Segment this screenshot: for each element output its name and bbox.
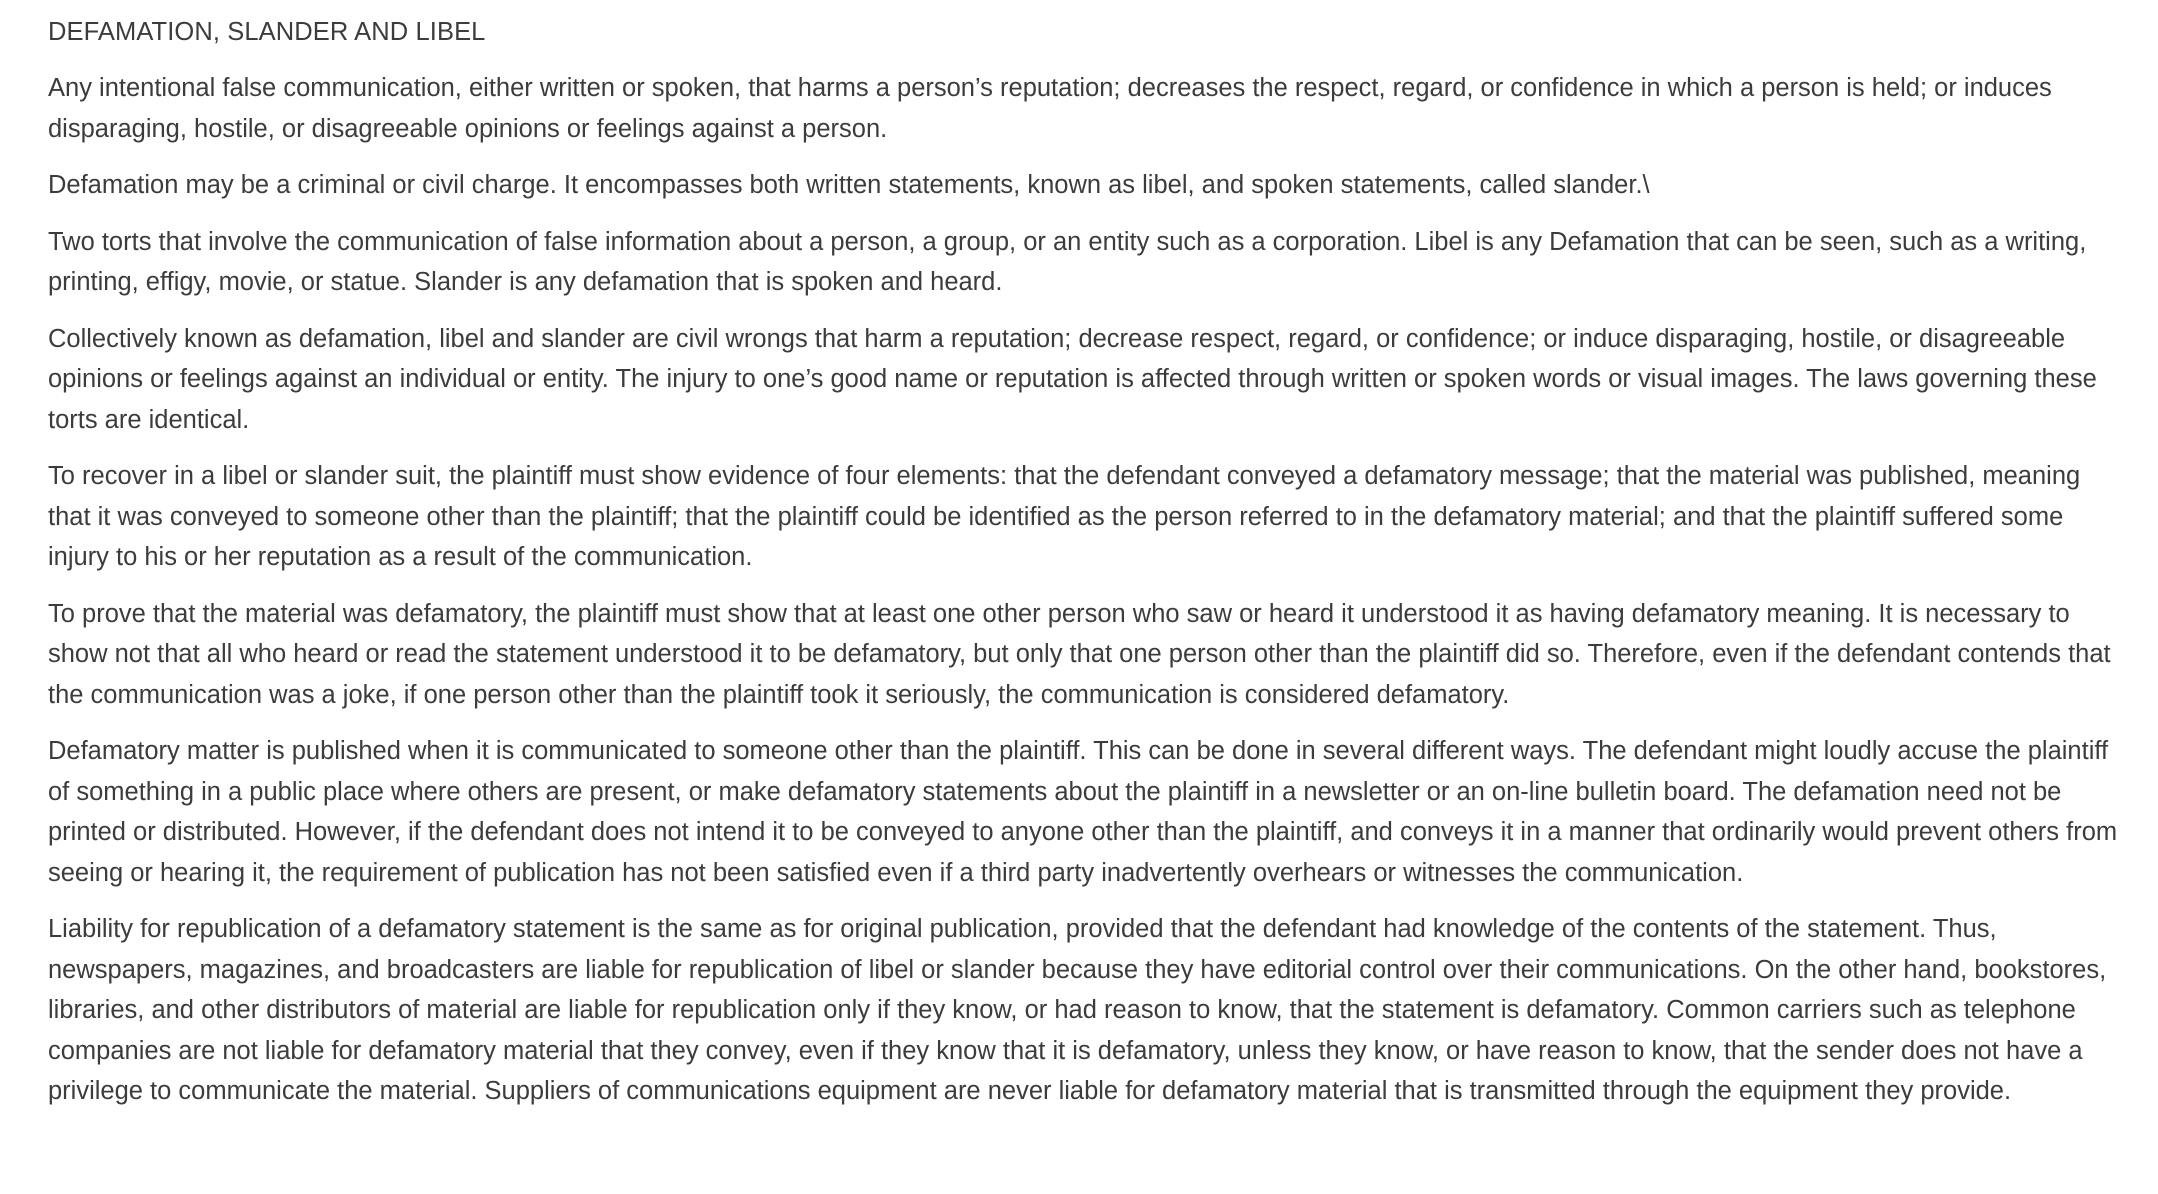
paragraph-prove-defamatory: To prove that the material was defamatory, the plaintiff must show that at least one other person who saw or heard it understood it as having defamatory meaning. It is necessary to show not that all who heard or read the statement understood it to be defamatory, but only that one person other than the plaintiff did so. Therefore, even if the defendant contends that the communication was a joke, if one person other than the plaintiff took it seriously, the communication is considered defamatory. [48,599,2111,709]
paragraph-collectively: Collectively known as defamation, libel and slander are civil wrongs that harm a reputation; decrease respect, regard, or confidence; or induce disparaging, hostile, or disagreeable opinions or feelings against an individual or entity. The injury to one’s good name or reputation is affected through written or spoken words or visual images. The laws governing these torts are identical. [48,324,2097,434]
document-title: DEFAMATION, SLANDER AND LIBEL [48,18,486,46]
paragraph-criminal-civil: Defamation may be a criminal or civil charge. It encompasses both written statements, known as libel, and spoken statements, called slander.\ [48,171,1650,199]
paragraph-publication: Defamatory matter is published when it is communicated to someone other than the plaintiff. This can be done in several different ways. The defendant might loudly accuse the plaintiff of something in a public place where others are present, or make defamatory statements about the plaintiff in a newsletter or an on-line bulletin board. The defamation need not be printed or distributed. However, if the defendant does not intend it to be conveyed to anyone other than the plaintiff, and conveys it in a manner that ordinarily would prevent others from seeing or hearing it, the requirement of publication has not been satisfied even if a third party inadvertently overhears or witnesses the communication. [48,737,2118,887]
paragraph-four-elements: To recover in a libel or slander suit, the plaintiff must show evidence of four elements: that the defendant conveyed a defamatory message; that the material was published, meaning that it was conveyed to someone other than the plaintiff; that the plaintiff could be identified as the person referred to in the defamatory material; and that the plaintiff suffered some injury to his or her reputation as a result of the communication. [48,462,2081,571]
paragraph-two-torts: Two torts that involve the communication of false information about a person, a group, or an entity such as a corporation. Libel is any Defamation that can be seen, such as a writing, printing, effigy, movie, or statue. Slander is any defamation that is spoken and heard. [48,227,2087,296]
paragraph-republication: Liability for republication of a defamatory statement is the same as for original publication, provided that the defendant had knowledge of the contents of the statement. Thus, newspapers, magazines, and broadcasters are liable for republication of libel or slander because they have editorial control over their communications. On the other hand, bookstores, libraries, and other distributors of material are liable for republication only if they know, or had reason to know, that the statement is defamatory. Common carriers such as telephone companies are not liable for defamatory material that they convey, even if they know that it is defamatory, unless they know, or have reason to know, that the sender does not have a privilege to communicate the material. Suppliers of communications equipment are never liable for defamatory material that is transmitted through the equipment they provide. [48,915,2107,1105]
document-body [48,12,2118,1128]
paragraph-definition: Any intentional false communication, either written or spoken, that harms a person’s reputation; decreases the respect, regard, or confidence in which a person is held; or induces disparaging, hostile, or disagreeable opinions or feelings against a person. [48,74,2052,143]
